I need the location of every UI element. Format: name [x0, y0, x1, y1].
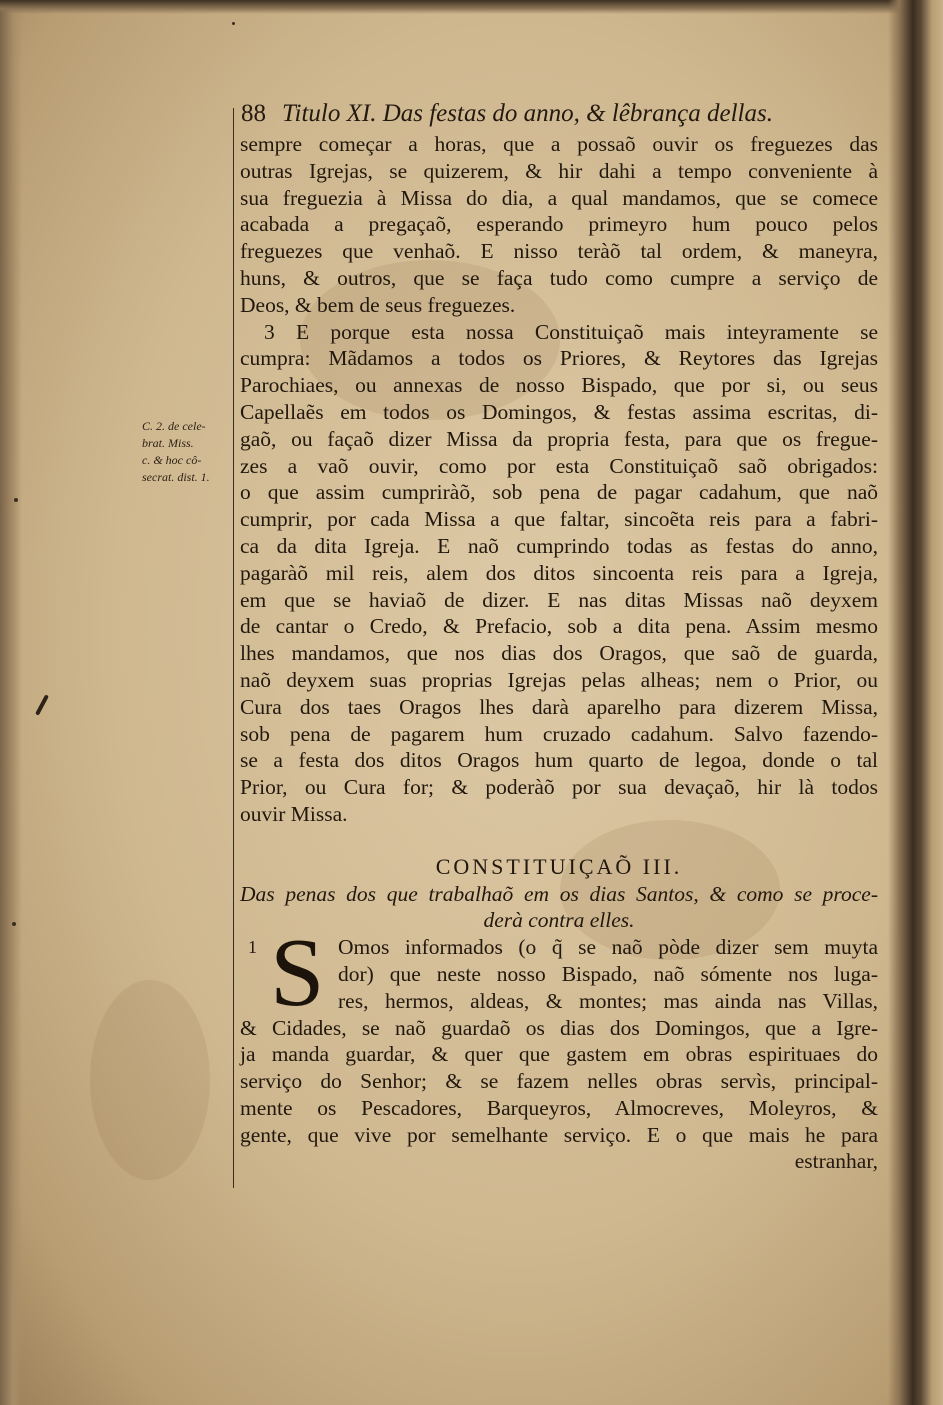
binding-gutter	[888, 0, 943, 1405]
text-line: lhes mandamos, que nos dias dos Oragos, que saõ de guarda,	[240, 641, 878, 666]
paragraph-number: 1	[248, 937, 257, 958]
drop-cap-letter: S	[270, 919, 325, 1028]
ink-dot	[232, 22, 235, 25]
text-line: zes a vaõ ouvir, como por esta Constituiçaõ saõ obrigados:	[240, 453, 878, 478]
section-gap	[240, 828, 878, 854]
text-line: Parochiaes, ou annexas de nosso Bispado, que por si, ou seus	[240, 373, 878, 398]
page-left-edge	[0, 0, 22, 1405]
marginal-note-line: c. & hoc cô-	[142, 453, 202, 467]
text-line: sempre começar a horas, que a possaõ ouvir os freguezes das	[240, 132, 878, 156]
column-rule	[233, 108, 234, 1188]
text-line: em que se haviaõ de dizer. E nas ditas Missas naõ deyxem	[240, 587, 878, 612]
section-heading: CONSTITUIÇAÕ III.	[435, 853, 683, 879]
text-line: outras Igrejas, se quizerem, & hir dahi a tempo conveniente à	[240, 158, 878, 183]
text-line: Capellaẽs em todos os Domingos, & festas assima escritas, di-	[240, 399, 878, 424]
text-line: huns, & outros, que se faça tudo como cumpre a serviço de	[240, 265, 878, 290]
marginal-note	[142, 418, 236, 486]
text-line: ouvir Missa.	[240, 801, 348, 826]
text-line: cumpra: Mãdamos a todos os Priores, & Reytores das Igrejas	[240, 346, 878, 371]
paper-stain	[90, 980, 210, 1180]
text-line: ja manda guardar, & quer que gastem em obras espirituaes do	[240, 1042, 878, 1067]
text-line: mente os Pescadores, Barqueyros, Almocreves, Moleyros, &	[240, 1095, 878, 1120]
text-line: naõ deyxem suas proprias Igrejas pelas alheas; nem o Prior, ou	[240, 667, 878, 692]
text-line: serviço do Senhor; & se fazem nelles obras servìs, principal-	[240, 1069, 878, 1094]
text-line: Cura dos taes Oragos lhes darà aparelho para dizerem Missa,	[240, 694, 878, 719]
text-line: 3 E porque esta nossa Constituiçaõ mais inteyramente se	[264, 319, 878, 344]
ink-dot	[14, 498, 18, 502]
text-line: sob pena de pagarem hum cruzado cadahum. Salvo fazendo-	[240, 721, 878, 746]
marginal-note-line: brat. Miss.	[142, 436, 194, 450]
text-line: Omos informados (o q̃ se naõ pòde dizer sem muyta	[338, 935, 878, 960]
text-line: de cantar o Credo, & Prefacio, sob a dita pena. Assim mesmo	[240, 614, 878, 639]
ink-dot	[12, 922, 16, 926]
running-header	[241, 100, 881, 128]
marginal-note-line: secrat. dist. 1.	[142, 470, 210, 484]
text-line: cumprir, por cada Missa a que faltar, sincoẽta reis para a fabri-	[240, 507, 878, 532]
text-line: acabada a pregaçaõ, esperando primeyro hum pouco pelos	[240, 212, 878, 237]
text-line: & Cidades, se naõ guardaõ os dias dos Domingos, que a Igre-	[240, 1015, 878, 1040]
text-line: sua freguezia à Missa do dia, a qual mandamos, que se comece	[240, 185, 878, 210]
section-subtitle: Das penas dos que trabalhaõ em os dias Santos, & como se proce-	[240, 881, 878, 906]
text-line: pagaràõ mil reis, alem dos ditos sincoenta reis para a Igreja,	[240, 560, 878, 585]
text-line: se a festa dos ditos Oragos hum quarto de legoa, donde o tal	[240, 748, 878, 773]
text-line: Deos, & bem de seus freguezes.	[240, 292, 516, 317]
text-line: res, hermos, aldeas, & montes; mas ainda nas Villas,	[338, 988, 878, 1013]
catchword: estranhar,	[794, 1149, 878, 1174]
text-line: Prior, ou Cura for; & poderàõ por sua devaçaõ, hir là todos	[240, 775, 878, 800]
marginal-note-line: C. 2. de cele-	[142, 419, 206, 433]
page-number: 88	[241, 100, 266, 127]
section-subtitle: derà contra elles.	[483, 908, 635, 933]
running-title: Titulo XI. Das festas do anno, & lêbrança dellas.	[282, 100, 773, 127]
text-line: ca da dita Igreja. E naõ cumprindo todas as festas do anno,	[240, 533, 878, 558]
text-line: o que assim cumpriràõ, sob pena de pagar cadahum, que naõ	[240, 480, 878, 505]
text-line: gaõ, ou façaõ dizer Missa da propria festa, para que os fregue-	[240, 426, 878, 451]
text-line: freguezes que venhaõ. E nisso teràõ tal ordem, & maneyra,	[240, 239, 878, 264]
text-line: dor) que neste nosso Bispado, naõ sómente nos luga-	[338, 961, 878, 986]
text-line: gente, que vive por semelhante serviço. E o que mais he para	[240, 1122, 878, 1147]
main-text-block	[240, 131, 878, 1175]
page-top-edge	[0, 0, 943, 14]
ink-mark	[35, 694, 49, 715]
